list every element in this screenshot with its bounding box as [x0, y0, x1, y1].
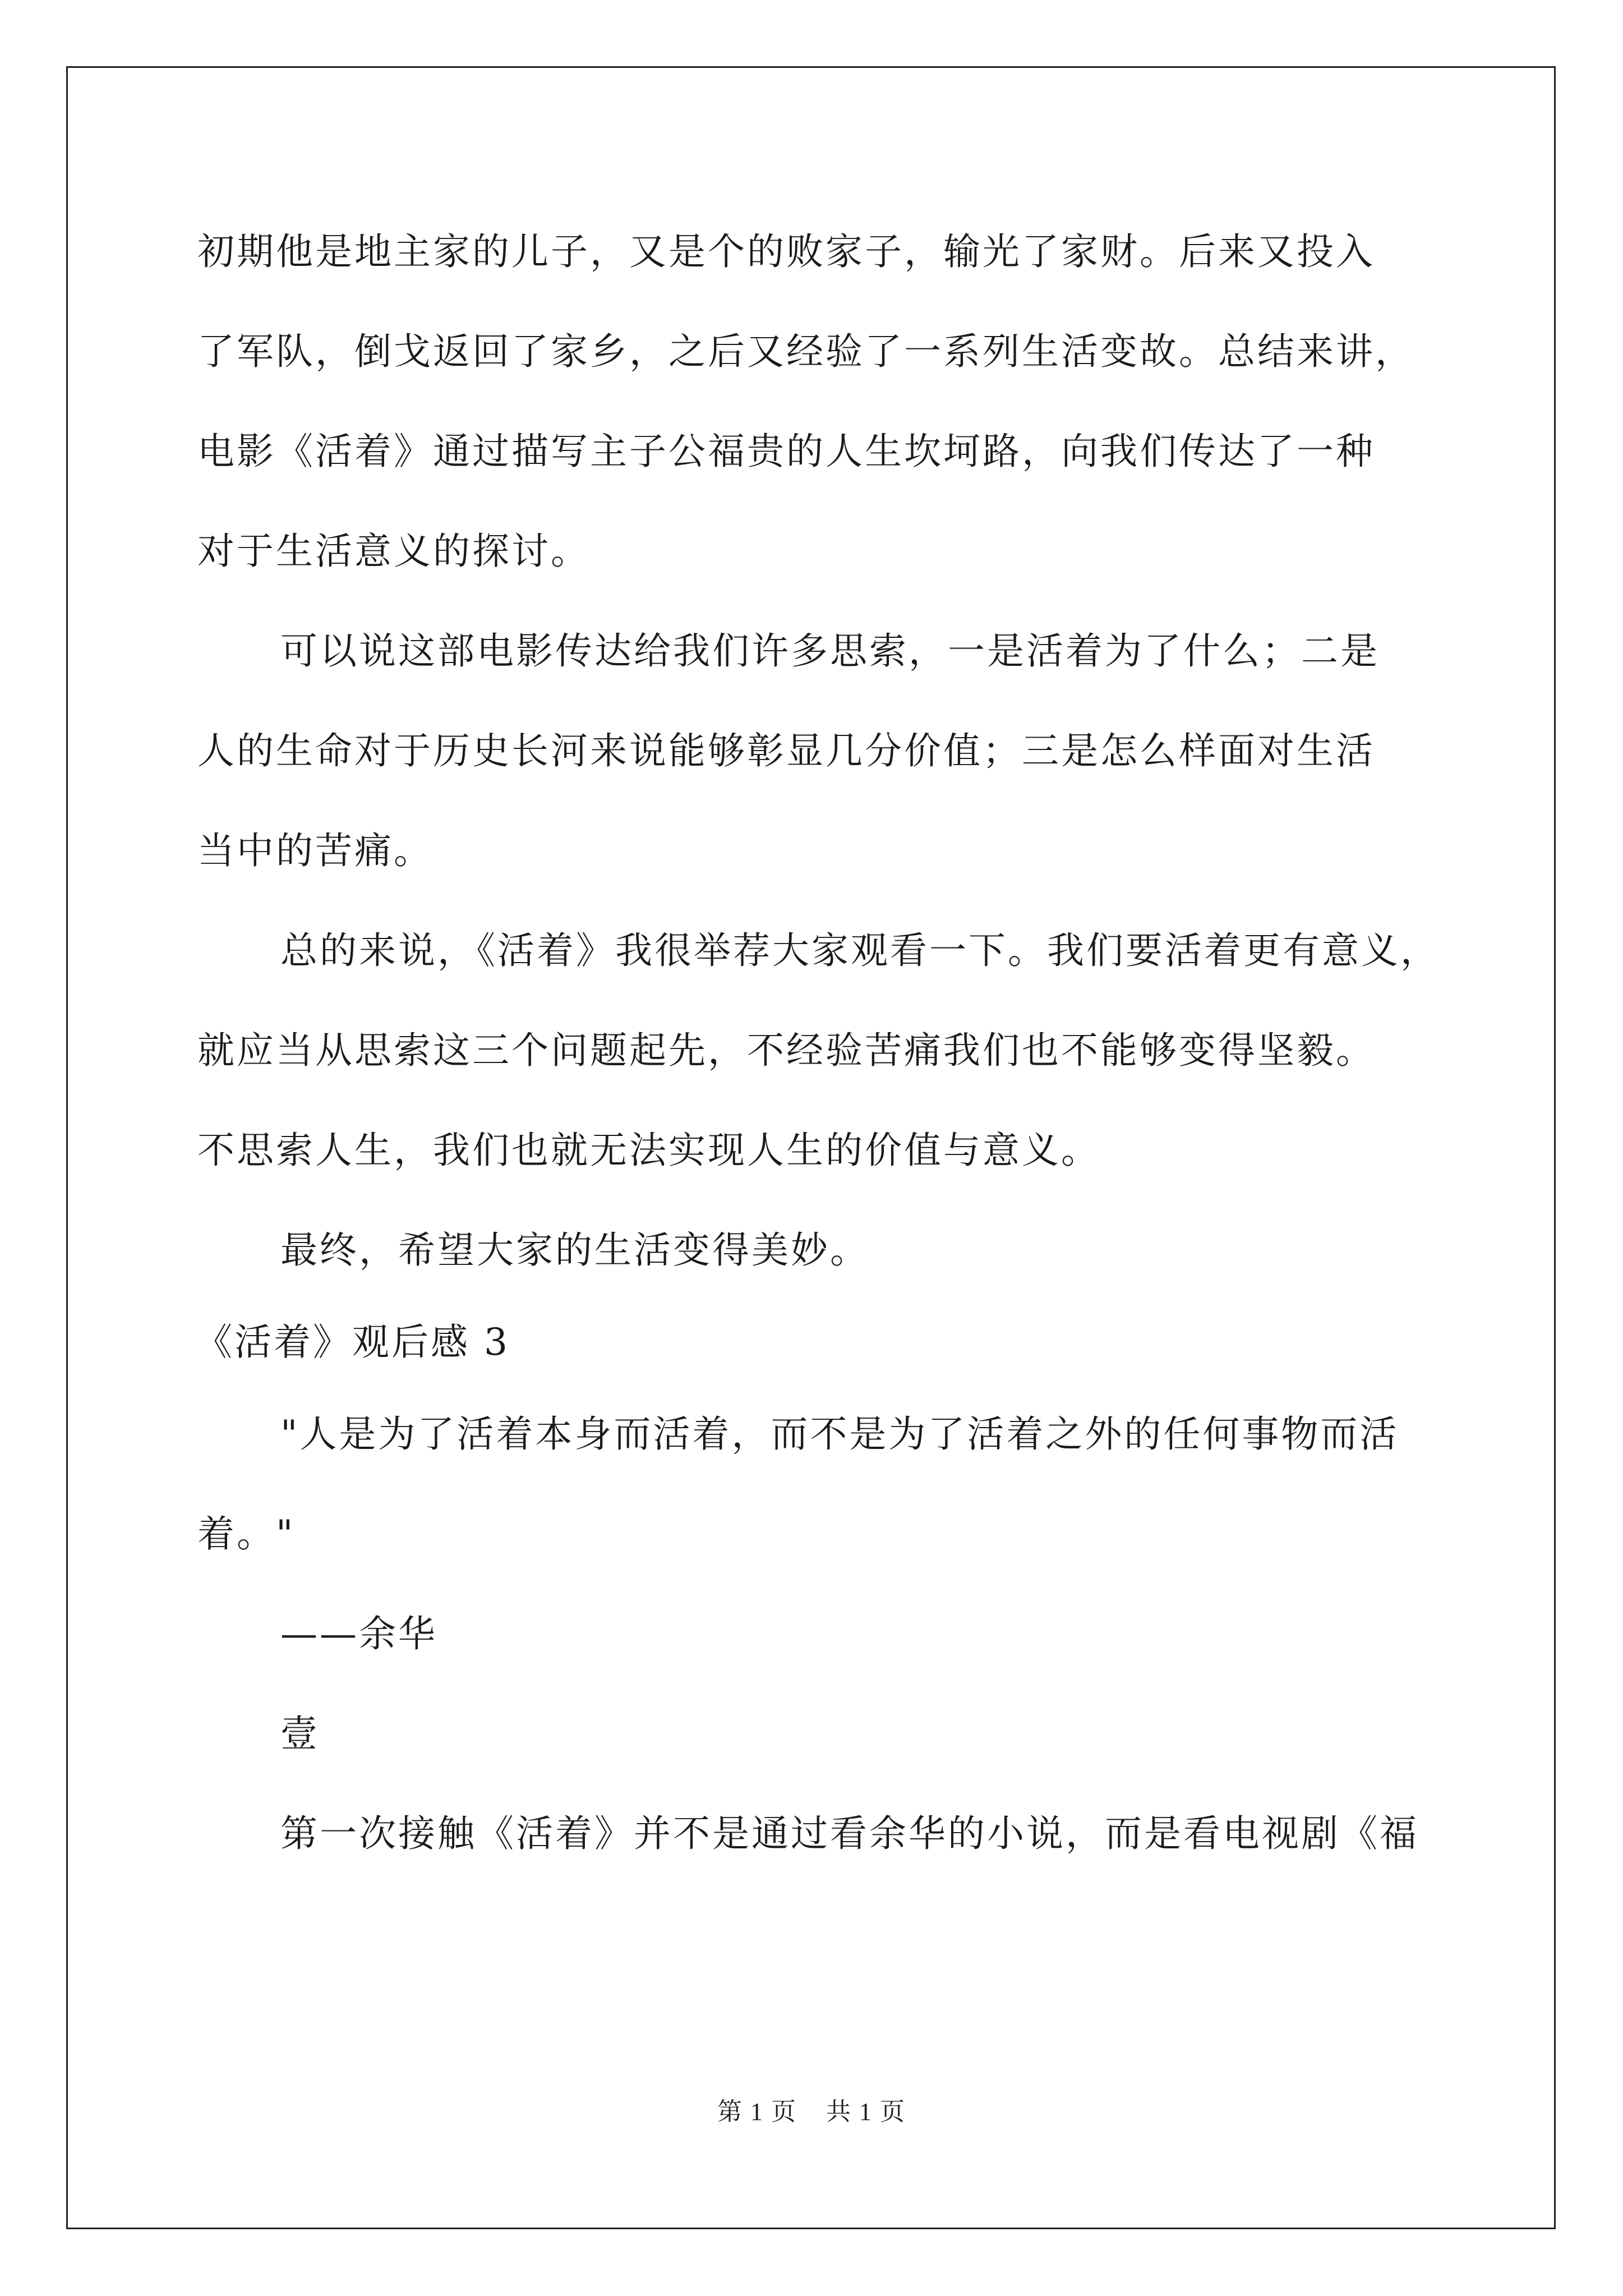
- paragraph-summary: [197, 901, 1440, 1200]
- quote-line: "人是为了活着本身而活着，而不是为了活着之外的任何事物而活: [280, 1412, 1399, 1456]
- text-line: 最终，希望大家的生活变得美妙。: [280, 1228, 869, 1272]
- page-total: 共 1 页: [826, 2098, 906, 2125]
- text-line: 对于生活意义的探讨。: [197, 530, 590, 573]
- text-line: 初期他是地主家的儿子，又是个的败家子，输光了家财。后来又投入: [197, 230, 1375, 273]
- page-number: 第 1 页: [717, 2098, 797, 2125]
- text-line: 电影《活着》通过描写主子公福贵的人生坎坷路，向我们传达了一种: [197, 430, 1375, 473]
- section-heading: 《活着》观后感 3: [195, 1320, 510, 1364]
- document-body: [195, 202, 1440, 1884]
- paragraph-closing: [197, 1200, 1431, 1300]
- text-line: 总的来说，《活着》我很举荐大家观看一下。我们要活着更有意义，: [280, 929, 1440, 972]
- text-line: 不思索人生，我们也就无法实现人生的价值与意义。: [197, 1129, 1100, 1172]
- quote-line: 着。": [197, 1512, 296, 1556]
- page-footer: [0, 2091, 1623, 2127]
- text-line: 就应当从思索这三个问题起先，不经验苦痛我们也不能够变得坚毅。: [197, 1029, 1375, 1072]
- text-line: 可以说这部电影传达给我们许多思索，一是活着为了什么；二是: [280, 629, 1380, 673]
- text-line: 第一次接触《活着》并不是通过看余华的小说，而是看电视剧《福: [280, 1812, 1419, 1855]
- quote-attribution: ——余华: [280, 1612, 437, 1655]
- part-marker: 壹: [280, 1712, 320, 1755]
- text-line: 当中的苦痛。: [197, 829, 433, 872]
- quote-block: [197, 1384, 1431, 1684]
- text-line: 人的生命对于历史长河来说能够彰显几分价值；三是怎么样面对生活: [197, 729, 1375, 772]
- paragraph-intro: [197, 202, 1431, 601]
- text-line: 了军队，倒戈返回了家乡，之后又经验了一系列生活变故。总结来讲，: [197, 330, 1414, 373]
- paragraph-first-contact: [197, 1784, 1431, 1884]
- paragraph-questions: [197, 601, 1431, 901]
